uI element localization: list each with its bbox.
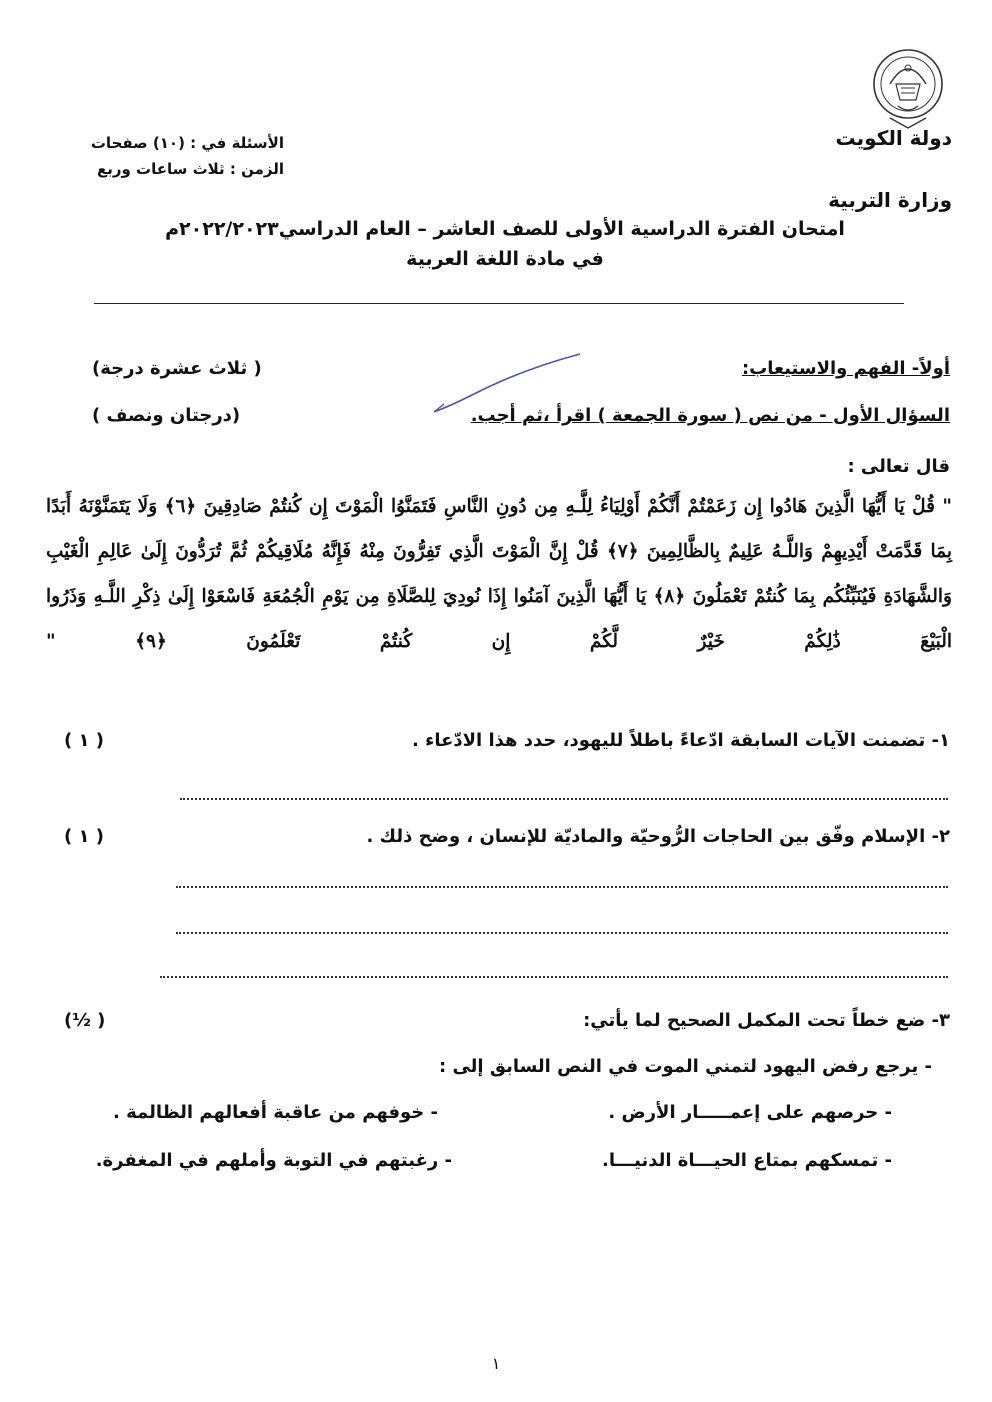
answer-line[interactable] [176,932,948,934]
item-3-stem: - يرجع رفض اليهود لتمني الموت في النص السابق إلى : [438,1056,932,1077]
answer-line[interactable] [176,886,948,888]
exam-title [150,214,860,274]
option-3[interactable]: - تمسكهم بمتاع الحيـــاة الدنيـــا. [602,1150,892,1171]
option-4[interactable]: - رغبتهم في التوبة وأملهم في المغفرة. [95,1150,452,1171]
item-1-text: ١- تضمنت الآيات السابقة ادّعاءً باطلاً لليهود، حدد هذا الادّعاء . [412,730,950,751]
quran-verse: " قُلْ يَا أَيُّهَا الَّذِينَ هَادُوا إِن زَعَمْتُمْ أَنَّكُمْ أَوْلِيَاءُ لِلَّـهِ مِن دُونِ النَّاسِ فَتَمَنَّوُا الْمَوْتَ إِن كُنتُمْ صَادِقِينَ ﴿٦﴾ وَلَا يَتَمَنَّوْنَهُ أَبَدًا بِمَا قَدَّمَتْ أَيْدِيهِمْ وَاللَّـهُ عَلِيمٌ بِالظَّالِمِينَ ﴿٧﴾ قُلْ إِنَّ الْمَوْتَ الَّذِي تَفِرُّونَ مِنْهُ فَإِنَّهُ مُلَاقِيكُمْ ثُمَّ تُرَدُّونَ إِلَىٰ عَالِمِ الْغَيْبِ وَالشَّهَادَةِ فَيُنَبِّئُكُم بِمَا كُنتُمْ تَعْمَلُونَ ﴿٨﴾ يَا أَيُّهَا الَّذِينَ آمَنُوا إِذَا نُودِيَ لِلصَّلَاةِ مِن يَوْمِ الْجُمُعَةِ فَاسْعَوْا إِلَىٰ ذِكْرِ اللَّـهِ وَذَرُوا الْبَيْعَ ذَٰلِكُمْ خَيْرٌ لَّكُمْ إِن كُنتُمْ تَعْلَمُونَ ﴿٩﴾ " [46,496,953,652]
question-title: السؤال الأول - من نص ( سورة الجمعة ) اقرأ ،ثم أجب. [470,405,950,426]
exam-info [64,130,284,182]
exam-title-line: امتحان الفترة الدراسية الأولى للصف العاشر – العام الدراسي٢٠٢٢/٢٠٢٣م [165,218,845,240]
kuwait-emblem-icon [868,44,948,134]
ministry-name: وزارة التربية [828,188,952,212]
answer-line[interactable] [160,976,948,978]
item-3 [64,1010,950,1038]
state-name: دولة الكويت [835,126,952,150]
section-marks: ( ثلاث عشرة درجة) [92,358,262,379]
exam-subject: في مادة اللغة العربية [406,248,604,270]
question-marks: (درجتان ونصف ) [92,405,241,426]
divider [94,303,904,304]
option-2[interactable]: - خوفهم من عاقبة أفعالهم الظالمة . [113,1102,438,1123]
item-2-mark: ( ١ ) [64,826,104,847]
page-number: ١ [491,1354,501,1373]
item-1-mark: ( ١ ) [64,730,104,751]
item-1 [64,730,950,758]
item-3-mark: ( ½) [64,1010,106,1031]
item-3-text: ٣- ضع خطاً تحت المكمل الصحيح لما يأتي: [583,1010,950,1031]
pages-count: الأسئلة في : (١٠) صفحات [90,134,284,152]
question-heading-row [92,405,950,433]
item-2-text: ٢- الإسلام وفّق بين الحاجات الرُّوحيّة والماديّة للإنسان ، وضح ذلك . [366,826,950,847]
verse-intro: قال تعالى : [847,456,950,477]
answer-line[interactable] [180,798,948,800]
exam-time: الزمن : ثلاث ساعات وربع [96,160,284,178]
section-title: أولاً- الفهم والاستيعاب: [741,358,950,379]
option-1[interactable]: - حرصهم على إعمـــــار الأرض . [608,1102,892,1123]
section-heading-row [92,358,950,386]
item-2 [64,826,950,854]
